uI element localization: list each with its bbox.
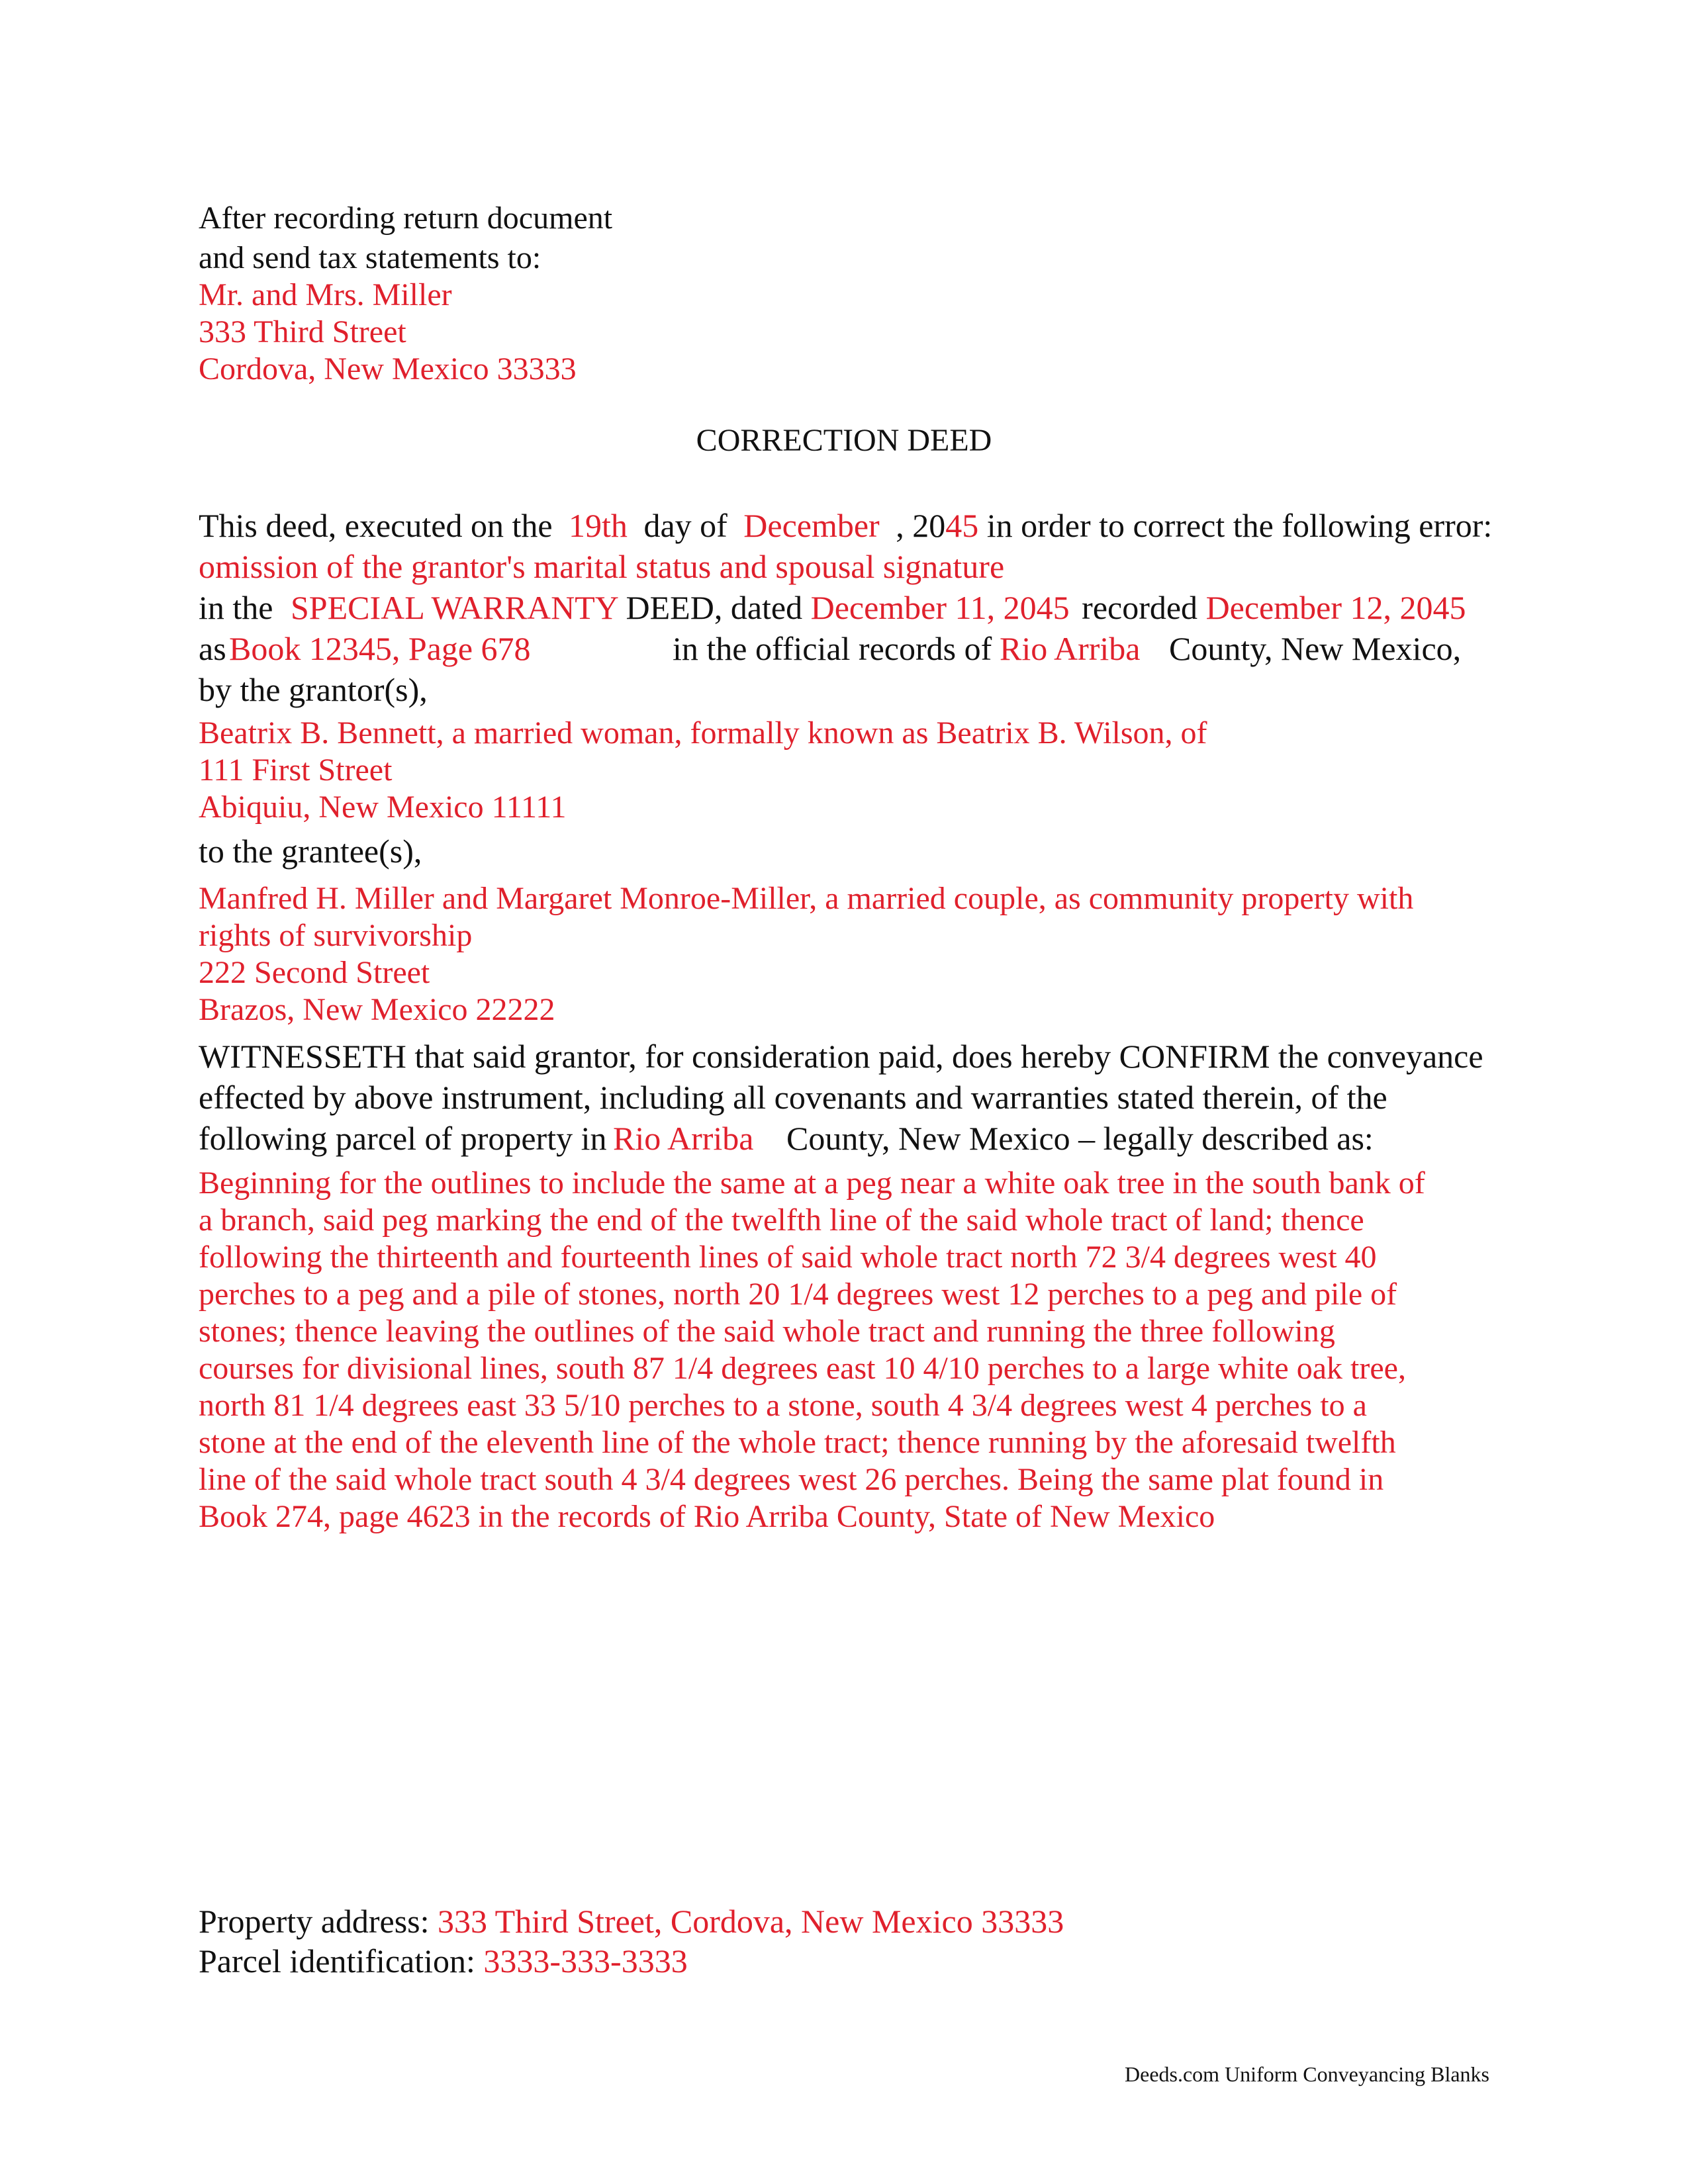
legal-description-line: line of the said whole tract south 4 3/4 degrees west 26 perches. Being the same plat found in: [199, 1462, 1384, 1497]
deed-ref-text3: recorded: [1082, 589, 1198, 626]
execution-month: December: [743, 507, 880, 544]
legal-description-line: north 81 1/4 degrees east 33 5/10 perches to a stone, south 4 3/4 degrees west 4 perches to a: [199, 1388, 1367, 1423]
intro-text3: , 20: [896, 507, 946, 544]
witness-line1: WITNESSETH that said grantor, for consideration paid, does hereby CONFIRM the conveyance: [199, 1038, 1483, 1075]
intro-text1: This deed, executed on the: [199, 507, 553, 544]
return-label-line2: and send tax statements to:: [199, 240, 541, 275]
deed-ref-county-state: County, New Mexico,: [1169, 630, 1462, 667]
legal-description-line: perches to a peg and a pile of stones, north 20 1/4 degrees west 12 perches to a peg and pile of: [199, 1277, 1397, 1312]
intro-text4: in order to correct the following error:: [986, 507, 1493, 544]
return-name: Mr. and Mrs. Miller: [199, 277, 452, 312]
legal-description-line: Beginning for the outlines to include the same at a peg near a white oak tree in the south bank of: [199, 1165, 1425, 1201]
deed-reference-line: [199, 589, 1466, 626]
grantor-name: Beatrix B. Bennett, a married woman, formally known as Beatrix B. Wilson, of: [199, 715, 1207, 751]
deed-ref-text2: DEED, dated: [626, 589, 803, 626]
property-address-line: [199, 1903, 1064, 1940]
deed-ref-official-records: in the official records of: [673, 630, 992, 667]
grantee-city: Brazos, New Mexico 22222: [199, 992, 555, 1027]
legal-description-line: a branch, said peg marking the end of the twelfth line of the said whole tract of land; thence: [199, 1203, 1364, 1238]
intro-text2: day of: [643, 507, 727, 544]
deed-recorded: December 12, 2045: [1205, 589, 1466, 626]
parcel-label: Parcel identification:: [199, 1942, 475, 1979]
footer-note: Deeds.com Uniform Conveyancing Blanks: [1125, 2062, 1489, 2086]
legal-description-line: stones; thence leaving the outlines of the said whole tract and running the three following: [199, 1314, 1335, 1349]
grantor-street: 111 First Street: [199, 752, 393, 788]
deed-county: Rio Arriba: [1000, 630, 1141, 667]
property-address-label: Property address:: [199, 1903, 430, 1940]
document-title: CORRECTION DEED: [696, 423, 992, 458]
grantee-name-line1: Manfred H. Miller and Margaret Monroe-Miller, a married couple, as community property with: [199, 881, 1414, 916]
witness-line3-start: following parcel of property in: [199, 1120, 607, 1157]
error-description: omission of the grantor's marital status and spousal signature: [199, 548, 1005, 585]
grantee-street: 222 Second Street: [199, 955, 430, 990]
grantee-name-line2: rights of survivorship: [199, 918, 473, 953]
legal-description-line: Book 274, page 4623 in the records of Rio Arriba County, State of New Mexico: [199, 1499, 1215, 1534]
deed-type: SPECIAL WARRANTY: [290, 589, 618, 626]
return-label-line1: After recording return document: [199, 201, 613, 236]
intro-line: [199, 507, 1492, 544]
witness-line3-end: County, New Mexico – legally described as:: [786, 1120, 1374, 1157]
return-city: Cordova, New Mexico 33333: [199, 351, 577, 387]
return-street: 333 Third Street: [199, 314, 406, 349]
deed-dated: December 11, 2045: [810, 589, 1070, 626]
deed-ref-text1: in the: [199, 589, 273, 626]
legal-description-line: stone at the end of the eleventh line of the whole tract; thence running by the aforesaid twelfth: [199, 1425, 1396, 1460]
grantor-city: Abiquiu, New Mexico 11111: [199, 790, 567, 825]
property-address: 333 Third Street, Cordova, New Mexico 33333: [438, 1903, 1064, 1940]
parcel-id: 3333-333-3333: [483, 1942, 688, 1979]
grantee-label: to the grantee(s),: [199, 833, 422, 870]
book-page: Book 12345, Page 678: [229, 630, 531, 667]
execution-day: 19th: [569, 507, 628, 544]
parcel-line: [199, 1942, 688, 1979]
witness-line2: effected by above instrument, including all covenants and warranties stated therein, of the: [199, 1079, 1387, 1116]
by-grantor-label: by the grantor(s),: [199, 671, 428, 708]
property-county: Rio Arriba: [613, 1120, 754, 1157]
legal-description-line: following the thirteenth and fourteenth lines of said whole tract north 72 3/4 degrees west 40: [199, 1240, 1377, 1275]
execution-year-suffix: 45: [945, 507, 979, 544]
deed-ref-as: as: [199, 630, 226, 667]
legal-description-line: courses for divisional lines, south 87 1/4 degrees east 10 4/10 perches to a large white oak tree,: [199, 1351, 1406, 1386]
